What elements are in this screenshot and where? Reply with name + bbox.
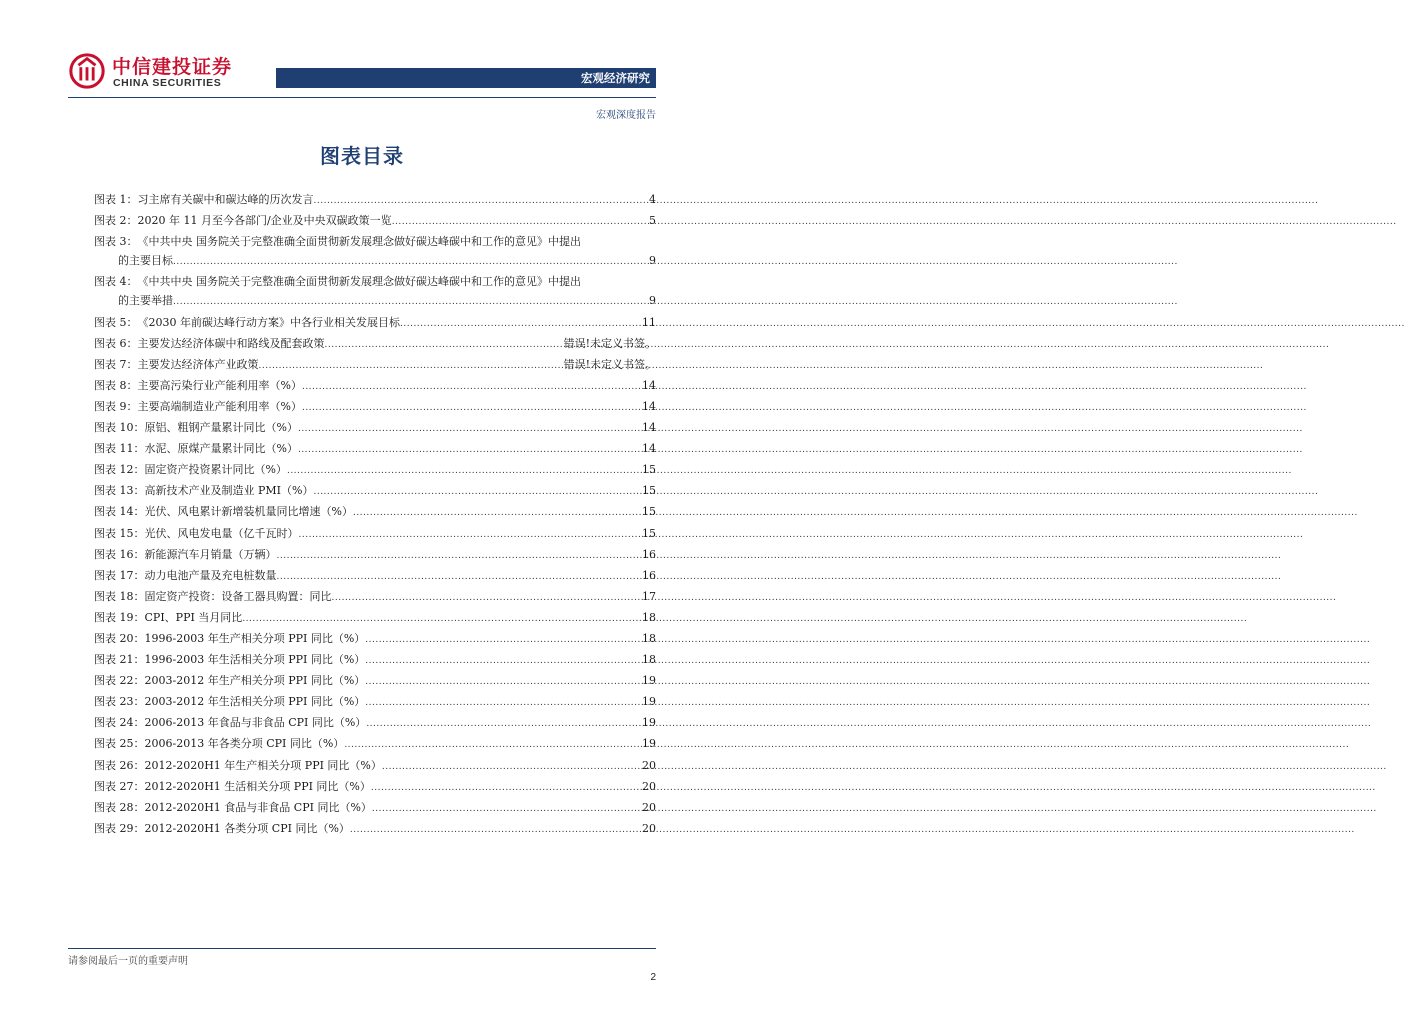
- toc-line: [94, 190, 656, 211]
- toc-leader-dots: [173, 291, 647, 312]
- toc-page-number: 9: [649, 294, 656, 308]
- toc-page-number: 17: [642, 589, 656, 603]
- toc-line: [94, 397, 656, 418]
- toc-line: [94, 545, 656, 566]
- toc-line: [94, 418, 656, 439]
- toc-line: [94, 734, 656, 755]
- toc-entry[interactable]: [94, 692, 656, 713]
- toc-line: [94, 272, 656, 291]
- toc-label: 图表 13：: [94, 484, 145, 498]
- toc-label: 图表 25：: [94, 737, 145, 751]
- toc-entry[interactable]: [94, 650, 656, 671]
- toc-leader-dots: [350, 819, 640, 840]
- page-number: 2: [650, 972, 656, 983]
- toc-page-number: 19: [642, 695, 656, 709]
- toc-title: 原铝、粗钢产量累计同比（%）: [144, 421, 298, 435]
- toc-leader-dots: [302, 397, 640, 418]
- toc-title: 2006-2013 年各类分项 CPI 同比（%）: [144, 737, 345, 751]
- toc-line: [94, 211, 656, 232]
- toc-leader-dots: [372, 798, 640, 819]
- toc-entry[interactable]: [94, 545, 656, 566]
- toc-line: [94, 608, 656, 629]
- toc-leader-dots: [382, 756, 640, 777]
- toc-page-number: 20: [642, 821, 656, 835]
- toc-label: 图表 4：: [94, 275, 138, 289]
- toc-line: [94, 502, 656, 523]
- toc-leader-dots: [325, 334, 562, 355]
- toc-leader-dots: [298, 439, 640, 460]
- toc-label: 图表 8：: [94, 378, 138, 392]
- toc-leader-dots: [353, 502, 640, 523]
- toc-line: [94, 798, 656, 819]
- toc-line: [94, 713, 656, 734]
- toc-title-continued: 的主要目标: [118, 254, 173, 268]
- toc-entry[interactable]: [94, 481, 656, 502]
- toc-label: 图表 1：: [94, 193, 138, 206]
- toc-leader-dots: [302, 376, 640, 397]
- toc-line: [94, 629, 656, 650]
- toc-entry[interactable]: [94, 272, 656, 312]
- toc-entry[interactable]: [94, 355, 656, 376]
- toc-leader-dots: [314, 190, 648, 211]
- toc-title: 主要高端制造业产能利用率（%）: [137, 399, 302, 413]
- toc-page-number: 16: [642, 568, 656, 582]
- toc-label: 图表 20：: [94, 631, 145, 645]
- toc-entry[interactable]: [94, 460, 656, 481]
- toc-page-number: 错误!未定义书签。: [563, 336, 656, 350]
- toc-title: 2012-2020H1 年生产相关分项 PPI 同比（%）: [144, 758, 382, 772]
- toc-line: [94, 524, 656, 545]
- header-bar: [276, 68, 656, 88]
- toc-leader-dots: [365, 650, 640, 671]
- toc-page-number: 15: [642, 484, 656, 498]
- toc-page-number: 18: [642, 631, 656, 645]
- toc-page-number: 19: [642, 716, 656, 730]
- toc-entry[interactable]: [94, 734, 656, 755]
- toc-label: 图表 27：: [94, 779, 145, 793]
- toc-title: 2020 年 11 月至今各部门/企业及中央双碳政策一览: [137, 214, 392, 228]
- toc-line-continued: [94, 251, 656, 272]
- toc-title: 主要高污染行业产能利用率（%）: [137, 378, 302, 392]
- toc-line: [94, 313, 656, 334]
- toc-title: 1996-2003 年生产相关分项 PPI 同比（%）: [144, 631, 366, 645]
- toc-label: 图表 18：: [94, 589, 145, 603]
- page-title: 图表目录: [320, 144, 404, 168]
- toc-label: 图表 22：: [94, 674, 145, 688]
- toc-title: 2006-2013 年食品与非食品 CPI 同比（%）: [144, 716, 367, 730]
- toc-page-number: 19: [642, 737, 656, 751]
- toc-entry[interactable]: [94, 608, 656, 629]
- toc-page-number: 14: [642, 421, 656, 435]
- toc-leader-dots: [365, 692, 640, 713]
- toc-leader-dots: [259, 355, 562, 376]
- toc-line: [94, 587, 656, 608]
- toc-leader-dots: [365, 629, 640, 650]
- toc-label: 图表 19：: [94, 610, 145, 624]
- toc-title: 新能源汽车月销量（万辆）: [144, 547, 277, 561]
- toc-title: 水泥、原煤产量累计同比（%）: [144, 442, 298, 456]
- toc-label: 图表 17：: [94, 568, 145, 582]
- toc-title: 光伏、风电发电量（亿千瓦时）: [144, 526, 299, 540]
- toc-entry[interactable]: [94, 629, 656, 650]
- footer-divider: [68, 948, 656, 949]
- toc-entry[interactable]: [94, 232, 656, 272]
- company-logo: [68, 52, 278, 96]
- toc-title: 《中共中央 国务院关于完整准确全面贯彻新发展理念做好碳达峰碳中和工作的意见》中提出: [137, 275, 581, 289]
- toc-page-number: 14: [642, 399, 656, 413]
- toc-leader-dots: [392, 211, 647, 232]
- toc-line: [94, 460, 656, 481]
- toc-entry[interactable]: [94, 313, 656, 334]
- toc-line: [94, 650, 656, 671]
- toc-page-number: 20: [642, 800, 656, 814]
- toc-page-number: 20: [642, 758, 656, 772]
- toc-entry[interactable]: [94, 587, 656, 608]
- toc-entry[interactable]: [94, 777, 656, 798]
- toc-page-number: 15: [642, 463, 656, 477]
- toc-label: 图表 21：: [94, 653, 145, 667]
- toc-line: [94, 777, 656, 798]
- toc-label: 图表 23：: [94, 695, 145, 709]
- toc-entry[interactable]: [94, 397, 656, 418]
- toc-entry[interactable]: [94, 190, 656, 211]
- toc-label: 图表 11：: [94, 442, 145, 456]
- toc-title: 《2030 年前碳达峰行动方案》中各行业相关发展目标: [137, 315, 400, 329]
- toc-page-number: 4: [649, 193, 656, 206]
- toc-entry[interactable]: [94, 334, 656, 355]
- toc-label: 图表 28：: [94, 800, 145, 814]
- toc-label: 图表 10：: [94, 421, 145, 435]
- toc-page-number: 15: [642, 526, 656, 540]
- toc-title: 主要发达经济体碳中和路线及配套政策: [137, 336, 325, 350]
- toc-label: 图表 16：: [94, 547, 145, 561]
- toc-label: 图表 29：: [94, 821, 145, 835]
- toc-entry[interactable]: [94, 418, 656, 439]
- toc-label: 图表 6：: [94, 336, 138, 350]
- toc-line: [94, 376, 656, 397]
- toc-leader-dots: [173, 251, 647, 272]
- toc-leader-dots: [277, 566, 641, 587]
- report-type-label: 宏观深度报告: [596, 110, 656, 121]
- toc-entry[interactable]: [94, 524, 656, 545]
- toc-line: [94, 334, 656, 355]
- toc-title: 《中共中央 国务院关于完整准确全面贯彻新发展理念做好碳达峰碳中和工作的意见》中提出: [137, 235, 581, 249]
- toc-line: [94, 819, 656, 840]
- toc-page-number: 11: [642, 315, 656, 329]
- toc-entry[interactable]: [94, 566, 656, 587]
- toc-line: [94, 232, 656, 251]
- toc-title: 习主席有关碳中和碳达峰的历次发言: [137, 193, 314, 206]
- toc-leader-dots: [313, 481, 640, 502]
- toc-entry[interactable]: [94, 713, 656, 734]
- toc-leader-dots: [287, 460, 640, 481]
- toc-entry[interactable]: [94, 439, 656, 460]
- toc-page-number: 14: [642, 378, 656, 392]
- toc-page-number: 5: [649, 214, 656, 228]
- toc-page-number: 14: [642, 442, 656, 456]
- toc-title: 光伏、风电累计新增装机量同比增速（%）: [144, 505, 353, 519]
- toc-label: 图表 15：: [94, 526, 145, 540]
- footer-disclaimer[interactable]: 请参阅最后一页的重要声明: [68, 956, 188, 967]
- toc-leader-dots: [371, 777, 640, 798]
- toc-entry[interactable]: [94, 376, 656, 397]
- toc-line: [94, 355, 656, 376]
- toc-leader-dots: [242, 608, 640, 629]
- toc-label: 图表 5：: [94, 315, 138, 329]
- toc-entry[interactable]: [94, 671, 656, 692]
- toc-page-number: 18: [642, 610, 656, 624]
- logo-english-name: CHINA SECURITIES: [113, 77, 222, 89]
- toc-title: 2012-2020H1 生活相关分项 PPI 同比（%）: [144, 779, 371, 793]
- toc-label: 图表 26：: [94, 758, 145, 772]
- toc-page-number: 16: [642, 547, 656, 561]
- toc-line-continued: [94, 291, 656, 312]
- toc-page-number: 20: [642, 779, 656, 793]
- toc-title: 固定资产投资：设备工器具购置：同比: [144, 589, 332, 603]
- toc-entry[interactable]: [94, 502, 656, 523]
- toc-title: 2012-2020H1 食品与非食品 CPI 同比（%）: [144, 800, 372, 814]
- header-divider: [68, 97, 656, 98]
- toc-title: 2003-2012 年生产相关分项 PPI 同比（%）: [144, 674, 366, 688]
- toc-page-number: 错误!未定义书签。: [563, 357, 656, 371]
- toc-title: 2012-2020H1 各类分项 CPI 同比（%）: [144, 821, 350, 835]
- toc-title: 2003-2012 年生活相关分项 PPI 同比（%）: [144, 695, 366, 709]
- section-title: 宏观经济研究: [581, 71, 650, 85]
- toc-title-continued: 的主要举措: [118, 294, 173, 308]
- toc-title: CPI、PPI 当月同比: [144, 610, 243, 624]
- toc-line: [94, 566, 656, 587]
- toc-leader-dots: [332, 587, 641, 608]
- toc-entry[interactable]: [94, 211, 656, 232]
- logo-chinese-name: 中信建投证券: [112, 56, 233, 78]
- toc-page-number: 19: [642, 674, 656, 688]
- toc-leader-dots: [400, 313, 640, 334]
- toc-entry[interactable]: [94, 798, 656, 819]
- toc-label: 图表 12：: [94, 463, 145, 477]
- toc-label: 图表 9：: [94, 399, 138, 413]
- toc-title: 动力电池产量及充电桩数量: [144, 568, 277, 582]
- toc-entry[interactable]: [94, 819, 656, 840]
- toc-leader-dots: [299, 524, 641, 545]
- toc-line: [94, 671, 656, 692]
- toc-title: 固定资产投资累计同比（%）: [144, 463, 287, 477]
- table-of-figures: [94, 190, 656, 840]
- toc-label: 图表 3：: [94, 235, 138, 249]
- citic-logo-icon: [68, 52, 106, 90]
- toc-leader-dots: [365, 671, 640, 692]
- toc-leader-dots: [344, 734, 640, 755]
- toc-title: 高新技术产业及制造业 PMI（%）: [144, 484, 314, 498]
- toc-label: 图表 7：: [94, 357, 138, 371]
- toc-page-number: 9: [649, 254, 656, 268]
- toc-leader-dots: [277, 545, 641, 566]
- toc-line: [94, 481, 656, 502]
- toc-entry[interactable]: [94, 756, 656, 777]
- toc-leader-dots: [366, 713, 640, 734]
- toc-line: [94, 756, 656, 777]
- toc-page-number: 15: [642, 505, 656, 519]
- toc-label: 图表 24：: [94, 716, 145, 730]
- toc-label: 图表 2：: [94, 214, 138, 228]
- toc-label: 图表 14：: [94, 505, 145, 519]
- toc-line: [94, 439, 656, 460]
- toc-line: [94, 692, 656, 713]
- toc-leader-dots: [298, 418, 640, 439]
- toc-title: 1996-2003 年生活相关分项 PPI 同比（%）: [144, 653, 366, 667]
- toc-title: 主要发达经济体产业政策: [137, 357, 259, 371]
- toc-page-number: 18: [642, 653, 656, 667]
